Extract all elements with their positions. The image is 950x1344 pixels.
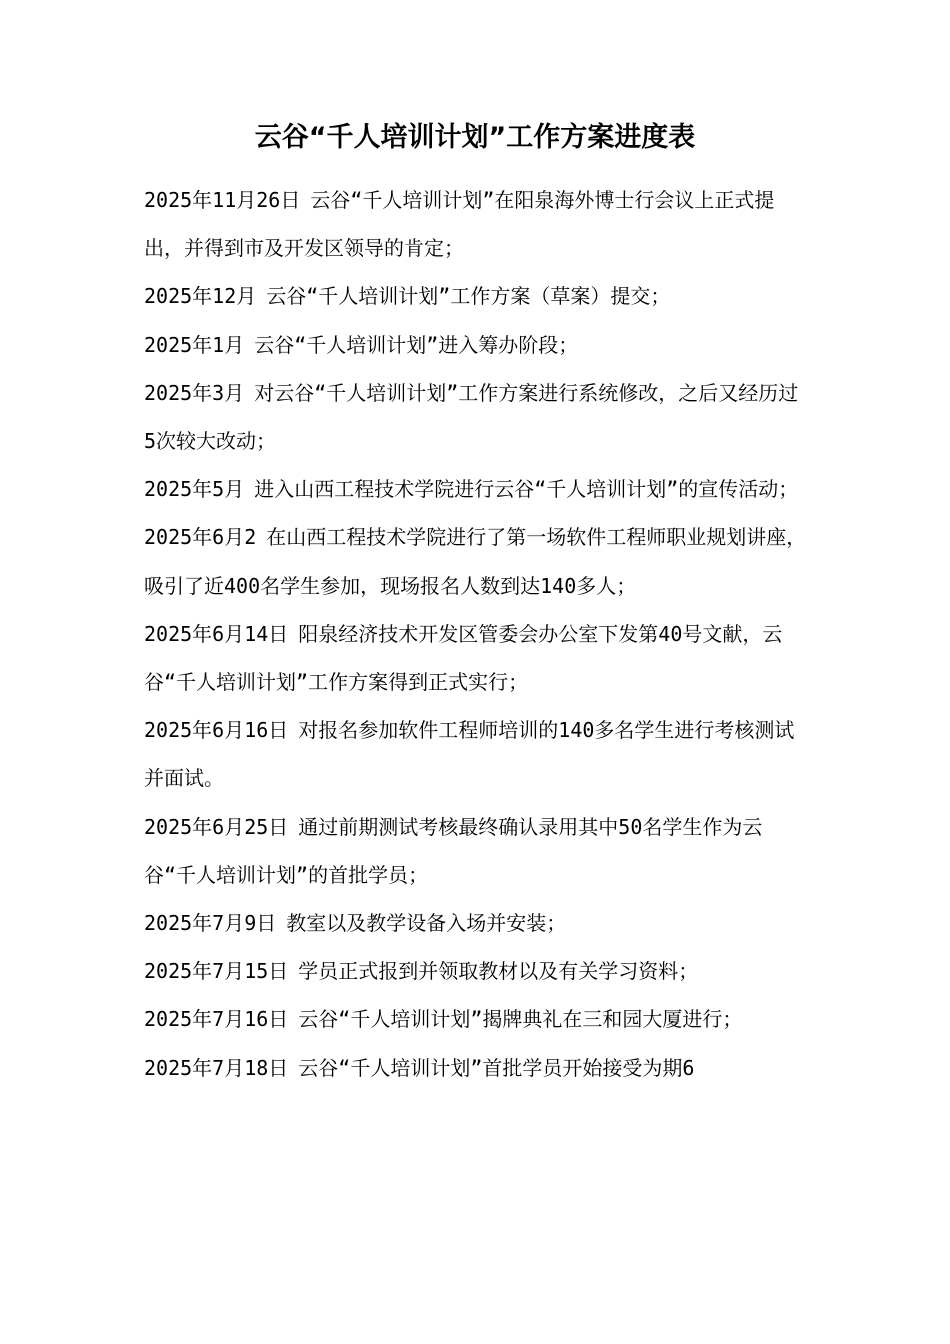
entry-text: 云谷“千人培训计划”揭牌典礼在三和园大厦进行； — [298, 1007, 743, 1032]
list-item — [144, 321, 809, 369]
entry-text: 云谷“千人培训计划”进入筹办阶段； — [254, 332, 579, 357]
entry-date: 2025年6月2 — [144, 525, 257, 550]
entry-text: 云谷“千人培训计划”在阳泉海外博士行会议上正式提出，并得到市及开发区领导的肯定； — [144, 188, 775, 261]
entry-date: 2025年6月14日 — [144, 621, 289, 646]
entry-date: 2025年7月16日 — [144, 1007, 289, 1032]
entry-date: 2025年5月 — [144, 477, 245, 502]
entry-text: 云谷“千人培训计划”工作方案（草案）提交； — [266, 284, 671, 309]
entry-text: 在山西工程技术学院进行了第一场软件工程师职业规划讲座，吸引了近400名学生参加，现场报名人数到达140多人； — [144, 525, 807, 598]
entry-text: 对报名参加软件工程师培训的140多名学生进行考核测试并面试。 — [144, 718, 795, 791]
list-item — [144, 465, 809, 513]
entry-date: 2025年6月16日 — [144, 718, 289, 743]
entry-text: 阳泉经济技术开发区管委会办公室下发第40号文献，云谷“千人培训计划”工作方案得到正式实行； — [144, 621, 783, 695]
list-item — [144, 610, 809, 706]
list-item — [144, 369, 809, 465]
entry-text: 学员正式报到并领取教材以及有关学习资料； — [298, 959, 699, 984]
entry-date: 2025年1月 — [144, 332, 245, 357]
list-item — [144, 803, 809, 899]
entry-date: 2025年3月 — [144, 380, 245, 405]
entry-date: 2025年11月26日 — [144, 188, 301, 212]
entry-text: 对云谷“千人培训计划”工作方案进行系统修改，之后又经历过5次较大改动； — [144, 380, 799, 454]
entry-date: 2025年7月9日 — [144, 911, 277, 936]
list-item — [144, 1044, 809, 1092]
progress-list — [144, 176, 809, 1092]
list-item — [144, 176, 809, 272]
list-item — [144, 899, 809, 947]
entry-text: 云谷“千人培训计划”首批学员开始接受为期6 — [298, 1055, 695, 1080]
list-item — [144, 706, 809, 802]
list-item — [144, 947, 809, 995]
list-item — [144, 995, 809, 1043]
entry-date: 2025年7月15日 — [144, 959, 289, 984]
list-item — [144, 513, 809, 609]
entry-text: 教室以及教学设备入场并安装； — [286, 911, 567, 936]
entry-date: 2025年7月18日 — [144, 1055, 289, 1080]
entry-date: 2025年12月 — [144, 284, 257, 309]
entry-date: 2025年6月25日 — [144, 814, 289, 839]
entry-text: 通过前期测试考核最终确认录用其中50名学生作为云谷“千人培训计划”的首批学员； — [144, 814, 763, 887]
list-item — [144, 272, 809, 320]
document-title: 云谷“千人培训计划”工作方案进度表 — [254, 122, 696, 153]
entry-text: 进入山西工程技术学院进行云谷“千人培训计划”的宣传活动； — [254, 477, 799, 502]
